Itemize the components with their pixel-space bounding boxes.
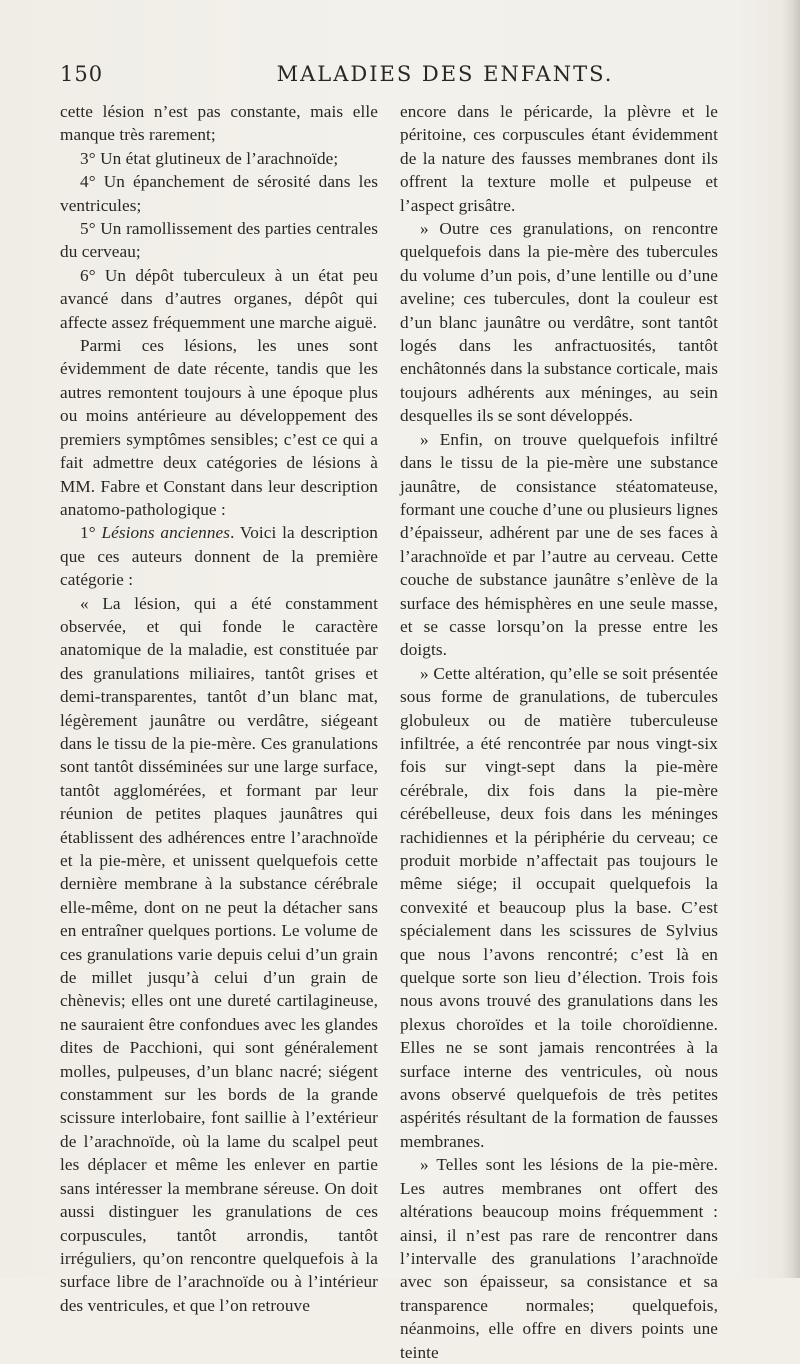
page-header	[60, 62, 750, 90]
paragraph: » Enfin, on trouve quelquefois infiltré dans le tissu de la pie-mère une substance jaunâtre, de consistance stéatomateuse, formant une couche d’une ou plusieurs lignes d’épaisseur, adhérent par une de ses faces à l’arachnoïde et par l’autre au cerveau. Cette couche de substance jaunâtre s’enlève de la surface des hémisphères en une seule masse, et se casse lorsqu’on la presse entre les doigts.	[400, 429, 718, 660]
paragraph	[60, 521, 378, 591]
list-number: 1°	[80, 523, 102, 543]
paragraph: » Cette altération, qu’elle se soit présentée sous forme de granulations, de tubercules globuleux ou de matière tuberculeuse infiltrée, a été rencontrée par nous vingt-six fois sur vingt-sept dans la pie-mère cérébrale, dix fois dans la pie-mère cérébelleuse, deux fois dans les méninges rachidiennes et la périphérie du cerveau; ce produit morbide n’affectait pas toujours le même siége; il occupait quelquefois la convexité et beaucoup plus la base. C’est spécialement dans les scissures de Sylvius que nous l’avons rencontré; c’est là en quelque sorte son lieu d’élection. Trois fois nous avons trouvé des granulations dans les plexus choroïdes et la toile choroïdienne. Elles ne se sont jamais rencontrées à la surface interne des ventricules, où nous avons observé quelquefois de très petites aspérités résultant de la formation de fausses membranes.	[400, 663, 718, 1151]
paragraph: encore dans le péricarde, la plèvre et le péritoine, ces corpuscules étant évidemment de la nature des fausses membranes dont ils offrent la texture molle et pulpeuse et l’aspect grisâtre.	[400, 102, 718, 215]
paragraph: cette lésion n’est pas constante, mais elle manque très rarement;	[60, 102, 378, 145]
paragraph: 5° Un ramollissement des parties centrales du cerveau;	[60, 219, 378, 262]
page-edge-shadow	[782, 0, 800, 1278]
page-number: 150	[60, 62, 104, 86]
italic-term: Lésions anciennes	[101, 523, 231, 543]
left-column	[60, 100, 378, 1317]
paragraph: 3° Un état glutineux de l’arachnoïde;	[80, 148, 339, 168]
paragraph: Parmi ces lésions, les unes sont évidemment de date récente, tandis que les autres remontent toujours à une époque plus ou moins antérieure au développement des premiers symptômes sensibles; c’est ce qui a fait admettre deux catégories de lésions à MM. Fabre et Constant dans leur description anatomo-pathologique :	[60, 336, 378, 519]
paragraph: 4° Un épanchement de sérosité dans les ventricules;	[60, 172, 378, 215]
paragraph: » Telles sont les lésions de la pie-mère. Les autres membranes ont offert des altérations beaucoup moins fréquemment : ainsi, il n’est pas rare de rencontrer dans l’intervalle des granulations l’arachnoïde avec son épaisseur, sa consistance et sa transparence normales; quelquefois, néanmoins, elle offre en divers points une teinte	[400, 1155, 718, 1362]
right-column	[400, 100, 718, 1364]
paragraph: 6° Un dépôt tuberculeux à un état peu avancé dans d’autres organes, dépôt qui affecte assez fréquemment une marche aiguë.	[60, 265, 378, 332]
paragraph-text: . Voici la description que ces auteurs donnent de la première catégorie :	[60, 523, 378, 590]
running-title: MALADIES DES ENFANTS.	[276, 62, 614, 86]
paragraph: « La lésion, qui a été constamment observée, et qui fonde le caractère anatomique de la maladie, est constituée par des granulations miliaires, tantôt grises et demi-transparentes, tantôt d’un blanc mat, légèrement jaunâtre ou verdâtre, siégeant dans le tissu de la pie-mère. Ces granulations sont tantôt disséminées sur une large surface, tantôt agglomérées, et formant par leur réunion de petites plaques jaunâtres qui établissent des adhérences entre l’arachnoïde et la pie-mère, et unissent quelquefois cette dernière membrane à la substance cérébrale elle-même, dont on ne peut la détacher sans en entraîner quelques portions. Le volume de ces granulations varie depuis celui d’un grain de millet jusqu’à celui d’un grain de chènevis; elles ont une dureté cartilagineuse, ne sauraient être confondues avec les glandes dites de Pacchioni, qui sont généralement molles, pulpeuses, d’un blanc nacré; siégent constamment sur les bords de la grande scissure interlobaire, font saillie à l’extérieur de l’arachnoïde, où la lame du scalpel peut les déplacer et même les enlever en partie sans intéresser la membrane séreuse. On doit aussi distinguer les granulations de ces corpuscules, tantôt arrondis, tantôt irréguliers, qu’on rencontre quelquefois à la surface libre de l’arachnoïde ou à l’intérieur des ventricules, et que l’on retrouve	[60, 593, 378, 1315]
paragraph: » Outre ces granulations, on rencontre quelquefois dans la pie-mère des tubercules du volume d’un pois, d’une lentille ou d’une aveline; ces tubercules, dont la couleur est d’un blanc jaunâtre ou verdâtre, sont tantôt logés dans les anfractuosités, tantôt enchâtonnés dans la substance corticale, mais toujours adhérents aux méninges, au sein desquelles ils se sont développés.	[400, 219, 718, 426]
